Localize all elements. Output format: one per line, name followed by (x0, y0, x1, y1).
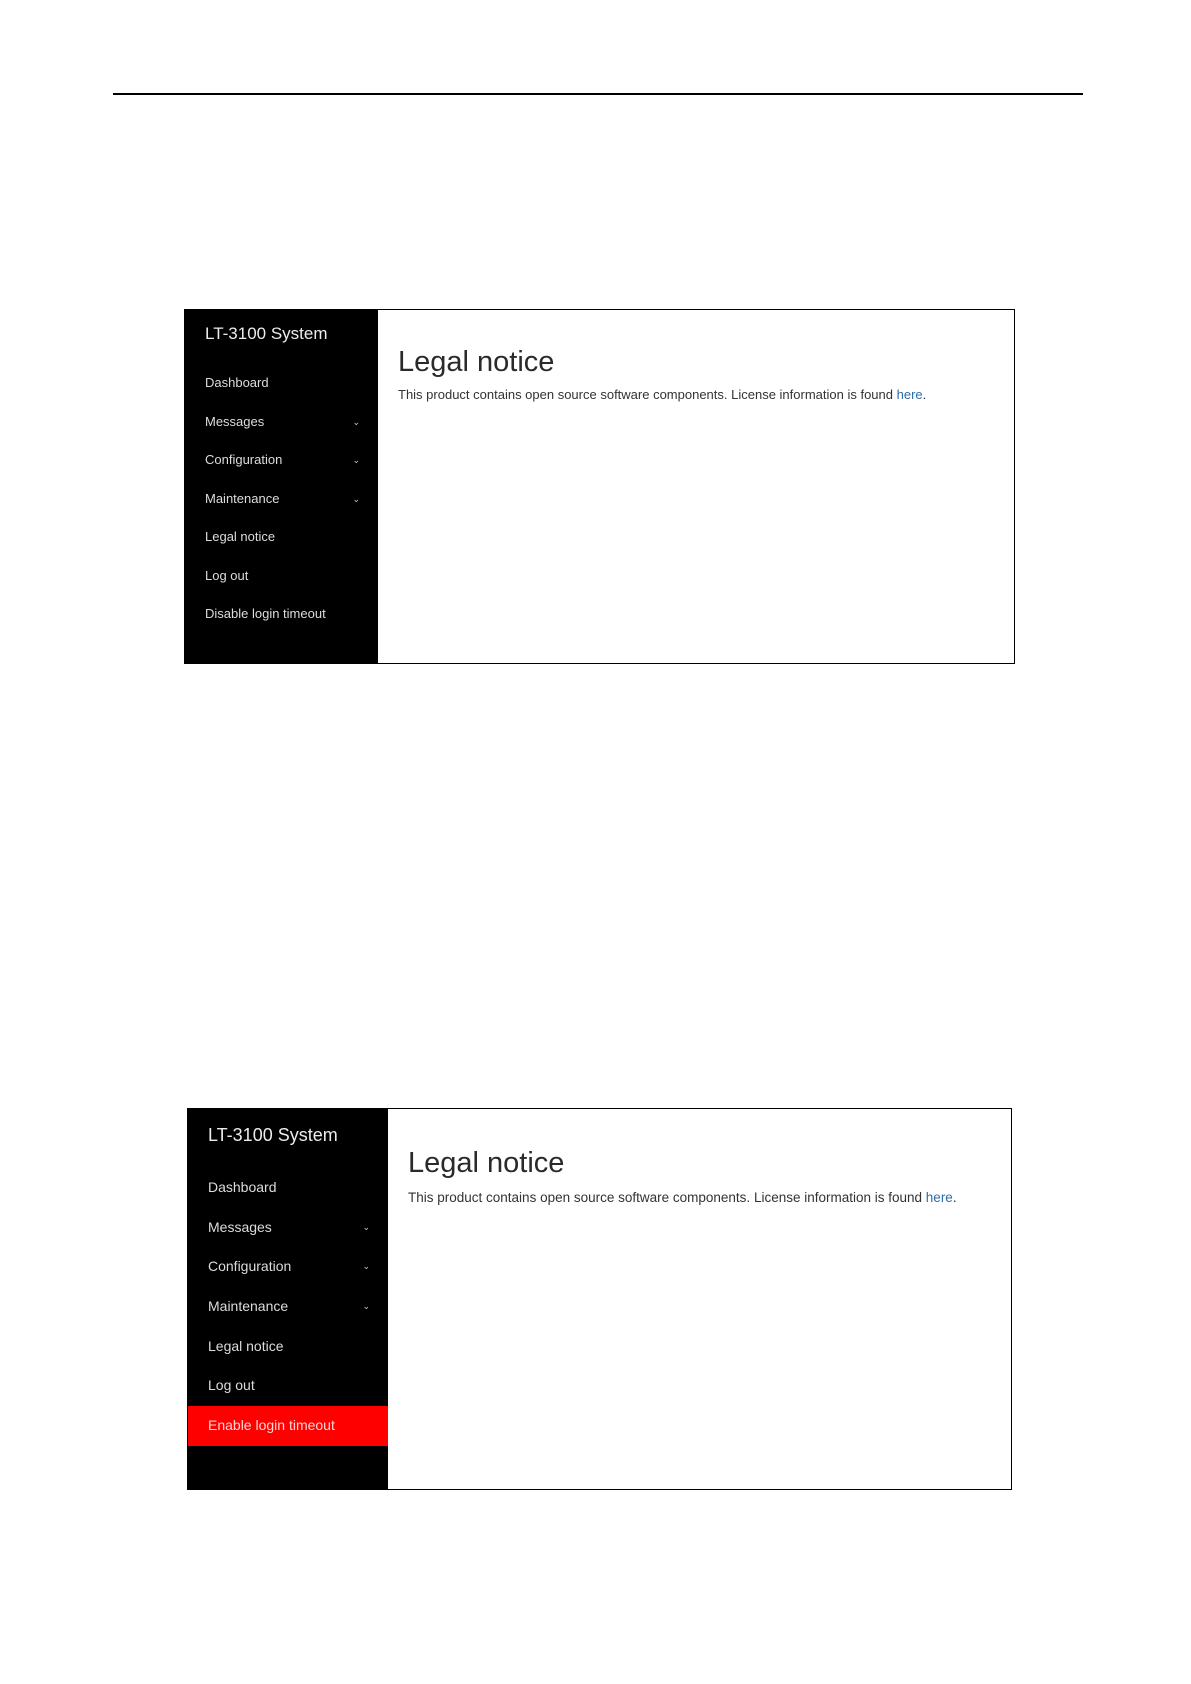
nav-item-label: Configuration (205, 452, 283, 467)
license-notice-period: . (952, 1190, 957, 1205)
nav-item-label: Maintenance (208, 1298, 289, 1315)
nav-item-maintenance[interactable] (185, 480, 378, 519)
nav-item-enable-login-timeout[interactable] (188, 1406, 388, 1446)
main-content (388, 1109, 1011, 1489)
nav-item-legal-notice[interactable] (188, 1327, 388, 1367)
nav-item-label: Legal notice (205, 529, 276, 544)
chevron-down-icon: ⌄ (362, 1221, 370, 1232)
nav-item-label: Enable login timeout (208, 1417, 335, 1434)
chevron-down-icon: ⌄ (352, 416, 360, 427)
brand-title[interactable]: LT-3100 System (205, 324, 328, 343)
nav-item-disable-login-timeout[interactable] (185, 595, 378, 634)
nav-item-label: Messages (208, 1218, 272, 1235)
brand-title[interactable]: LT-3100 System (208, 1125, 338, 1145)
nav-item-maintenance[interactable] (188, 1287, 388, 1327)
license-notice (398, 387, 1014, 402)
sidebar-nav (188, 1168, 388, 1446)
sidebar (188, 1109, 388, 1489)
nav-item-legal-notice[interactable] (185, 518, 378, 557)
main-content (378, 310, 1014, 663)
nav-item-label: Disable login timeout (205, 606, 326, 621)
nav-item-label: Maintenance (205, 490, 280, 506)
nav-item-label: Dashboard (208, 1179, 277, 1195)
nav-item-label: Dashboard (205, 375, 269, 390)
license-link[interactable]: here (896, 387, 923, 402)
chevron-down-icon: ⌄ (352, 455, 360, 465)
license-notice-period: . (922, 387, 927, 402)
nav-item-dashboard[interactable] (185, 364, 378, 403)
license-notice-text: This product contains open source software components. License information is found (408, 1190, 926, 1205)
nav-item-configuration[interactable] (188, 1247, 388, 1287)
page-header-rule (113, 93, 1083, 95)
nav-item-label: Log out (205, 567, 249, 583)
nav-item-messages[interactable] (188, 1208, 388, 1248)
chevron-down-icon: ⌄ (362, 1261, 370, 1272)
nav-item-label: Legal notice (208, 1337, 284, 1354)
page-title: Legal notice (398, 346, 555, 378)
nav-item-messages[interactable] (185, 403, 378, 442)
chevron-down-icon: ⌄ (362, 1301, 370, 1312)
chevron-down-icon: ⌄ (352, 493, 360, 504)
nav-item-label: Configuration (208, 1258, 292, 1275)
page-title: Legal notice (408, 1147, 565, 1179)
license-notice-text: This product contains open source software components. License information is found (398, 387, 897, 402)
screenshot-legal-notice-1 (184, 309, 1015, 664)
nav-item-dashboard[interactable] (188, 1168, 388, 1208)
license-notice (408, 1190, 1011, 1205)
nav-item-log-out[interactable] (188, 1366, 388, 1406)
sidebar-nav (185, 364, 378, 634)
nav-item-label: Log out (208, 1377, 255, 1394)
sidebar (185, 310, 378, 663)
license-link[interactable]: here (925, 1190, 953, 1205)
screenshot-legal-notice-2 (187, 1108, 1012, 1490)
nav-item-configuration[interactable] (185, 441, 378, 480)
nav-item-log-out[interactable] (185, 557, 378, 596)
nav-item-label: Messages (205, 413, 265, 429)
